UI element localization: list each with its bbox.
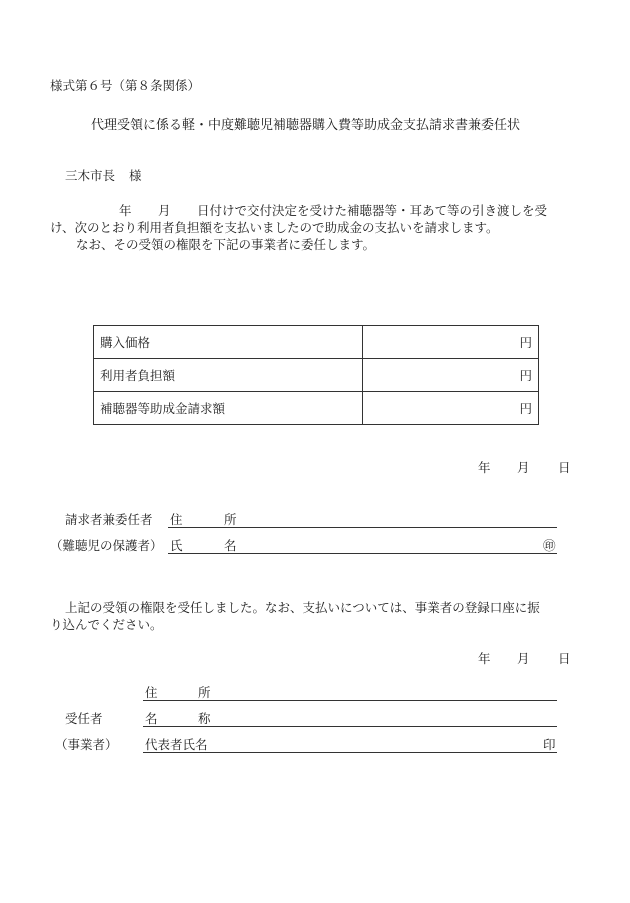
amount-label: 購入価格 xyxy=(94,326,363,359)
requester-name-label-b: 名 xyxy=(224,538,237,553)
addressee-name: 三木市長 xyxy=(65,168,116,183)
delegate-company-label-a: 名 xyxy=(145,711,158,726)
request-line-1: 日付けで交付決定を受けた補聴器等・耳あて等の引き渡しを受 xyxy=(197,203,548,218)
addressee-honorific: 様 xyxy=(129,168,142,183)
request-date-year: 年 xyxy=(119,203,132,218)
request-line-2: け、次のとおり利用者負担額を支払いましたので助成金の支払いを請求します。 xyxy=(50,220,499,235)
requester-seal-mark: ㊞ xyxy=(543,538,556,553)
date-2-day: 日 xyxy=(558,651,571,666)
amounts-table xyxy=(93,325,539,425)
acceptance-line-2: り込んでください。 xyxy=(50,617,163,632)
form-number: 様式第６号（第８条関係） xyxy=(50,78,201,93)
date-2-year: 年 xyxy=(478,651,491,666)
table-row xyxy=(94,359,539,392)
date-1-year: 年 xyxy=(478,460,491,475)
delegate-address-label-b: 所 xyxy=(198,685,211,700)
amount-unit[interactable]: 円 xyxy=(363,326,539,359)
requester-role-note: （難聴児の保護者） xyxy=(50,538,163,553)
amount-label: 利用者負担額 xyxy=(94,359,363,392)
requester-name-label-a: 氏 xyxy=(170,538,183,553)
delegate-representative-label: 代表者氏名 xyxy=(145,737,208,752)
table-row xyxy=(94,326,539,359)
delegate-address-line[interactable] xyxy=(143,700,557,701)
delegate-company-line[interactable] xyxy=(143,726,557,727)
request-line-3: なお、その受領の権限を下記の事業者に委任します。 xyxy=(76,237,376,252)
request-date-month: 月 xyxy=(158,203,171,218)
requester-address-label-a: 住 xyxy=(170,512,183,527)
delegate-role: 受任者 xyxy=(65,711,103,726)
requester-name-line[interactable] xyxy=(168,553,557,554)
date-2-month: 月 xyxy=(517,651,530,666)
requester-role: 請求者兼委任者 xyxy=(65,512,153,527)
requester-address-line[interactable] xyxy=(168,527,557,528)
delegate-seal-mark: 印 xyxy=(543,737,556,752)
date-1-day: 日 xyxy=(558,460,571,475)
amount-label: 補聴器等助成金請求額 xyxy=(94,392,363,425)
delegate-company-label-b: 称 xyxy=(198,711,211,726)
delegate-role-note: （事業者） xyxy=(55,737,118,752)
amount-unit[interactable]: 円 xyxy=(363,392,539,425)
requester-address-label-b: 所 xyxy=(224,512,237,527)
delegate-address-label-a: 住 xyxy=(145,685,158,700)
delegate-representative-line[interactable] xyxy=(143,752,557,753)
amount-unit[interactable]: 円 xyxy=(363,359,539,392)
date-1-month: 月 xyxy=(517,460,530,475)
table-row xyxy=(94,392,539,425)
document-title: 代理受領に係る軽・中度難聴児補聴器購入費等助成金支払請求書兼委任状 xyxy=(91,118,521,133)
acceptance-line-1: 上記の受領の権限を受任しました。なお、支払いについては、事業者の登録口座に振 xyxy=(65,600,540,615)
